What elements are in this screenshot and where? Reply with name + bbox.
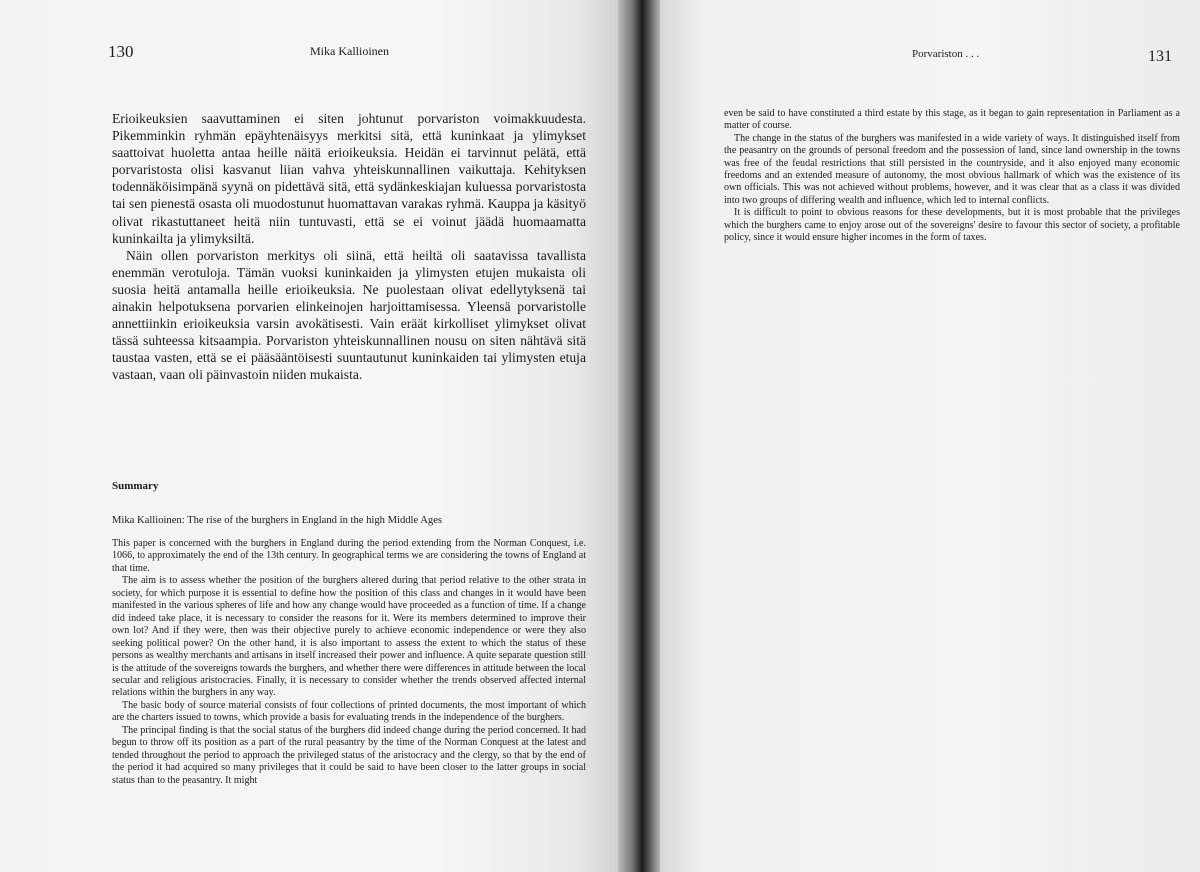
running-head-right: Porvariston . . .	[912, 48, 980, 60]
summary-paragraph: It is difficult to point to obvious reasons for these developments, but it is most probable that the privileges which the burghers came to enjoy arose out of the sovereigns' desire to favour this sector of society, a profitable policy, since it would ensure higher incomes in the form of taxes.	[724, 207, 1180, 244]
summary-paragraph: The aim is to assess whether the position of the burghers altered during that period relative to the other strata in society, for which purpose it is essential to define how the position of this class and changes in it would have been manifested in the various spheres of life and how any change would have proceeded as a function of time. If a change did indeed take place, it is necessary to consider the reasons for it. Were its members determined to improve their own lot? And if they were, then was their objective purely to achieve economic independence or were they also seeking political power? On the other hand, it is also important to assess the extent to which the status of these persons as wealthy merchants and artisans in itself increased their power and influence. A quite separate question still is the attitude of the sovereigns towards the burghers, and whether there were differences in attitude between the local secular and religious aristocracies. Finally, it is necessary to consider whether the trends observed affected internal relations within the burghers in any way.	[112, 575, 586, 699]
body-paragraph: Erioikeuksien saavuttaminen ei siten johtunut porvariston voimakkuudesta. Pikemminkin ryhmän epäyhtenäisyys merkitsi sitä, että kuninkaat ja ylimykset saattoivat huoletta antaa heille näitä erioikeuksia. Heidän ei tarvinnut pelätä, että porvaristosta olisi kasvanut liian vahva yhteiskunnallinen vaikuttaja. Kehityksen todennäköisimpänä syynä on pidettävä sitä, että sydänkeskiajan kuluessa porvaristosta tai sen pienestä osasta oli muodostunut huomattavan varakas ryhmä. Kauppa ja käsityö olivat rikastuttaneet heitä niin tuntuvasti, että se ei voinut jäädä huomaamatta kuninkailta ja ylimyksiltä.	[112, 111, 586, 246]
right-page	[660, 0, 1200, 872]
summary-paragraph: even be said to have constituted a third estate by this stage, as it began to gain representation in Parliament as a matter of course.	[724, 108, 1180, 132]
summary-paragraph: The principal finding is that the social status of the burghers did indeed change during the period concerned. It had begun to throw off its position as a part of the rural peasantry by the time of the Norman Conquest at the latest and tended throughout the period to approach the privileged status of the aristocracy and the clergy, so that by the end of the period it had acquired so many privileges that it could be said to have been closer to the latter groups in social status than to the peasantry. It might	[112, 724, 586, 786]
finnish-body-text	[112, 110, 586, 384]
book-gutter-shadow	[618, 0, 662, 872]
summary-body-text	[112, 538, 586, 787]
summary-title: Mika Kallioinen: The rise of the burghers in England in the high Middle Ages	[112, 515, 443, 526]
page-number-right: 131	[1148, 48, 1172, 65]
bleed-through-left	[112, 432, 582, 450]
bleed-through-right	[716, 268, 1186, 286]
body-paragraph: Näin ollen porvariston merkitys oli siinä, että heiltä oli saatavissa tavallista enemmän verotuloja. Tämän vuoksi kuninkaiden ja ylimysten etujen mukaista oli suosia heitä antamalla heille erioikeuksia. Ne puolestaan olivat edellytyksenä tai ainakin helpotuksena porvarien elinkeinojen harjoittamisessa. Yleensä porvaristolle annettiinkin erioikeuksia varsin avokätisesti. Vain eräät kirkolliset ylimykset olivat tässä suhteessa kitsaampia. Porvariston yhteiskunnallinen nousu on siten nähtävä sitä taustaa vasten, että se ei pääsääntöisesti suuntautunut kuninkaiden tai ylimysten etuja vastaan, vaan oli päinvastoin niiden mukaista.	[112, 247, 586, 383]
summary-heading: Summary	[112, 480, 159, 492]
summary-continued-text	[724, 108, 1180, 244]
summary-paragraph: The basic body of source material consists of four collections of printed documents, the most important of which are the charters issued to towns, which provide a basis for evaluating trends in the independence of the burghers.	[112, 699, 586, 724]
summary-paragraph: This paper is concerned with the burghers in England during the period extending from the Norman Conquest, i.e. 1066, to approximately the end of the 13th century. In geographical terms we are considering the towns of England at that time.	[112, 538, 586, 574]
page-number-left: 130	[108, 42, 134, 61]
bleed-through-footnotes	[716, 732, 1186, 743]
running-head-left: Mika Kallioinen	[310, 44, 389, 58]
summary-paragraph: The change in the status of the burghers was manifested in a wide variety of ways. It distinguished itself from the peasantry on the grounds of personal freedom and the possession of land, since land ownership in the towns was free of the feudal restrictions that still persisted in the countryside, and it also enjoyed many economic freedoms and an extended measure of autonomy, the most obvious hallmark of which was the existence of its own officials. This was not achieved without problems, however, and it was clear that as a class it was divided into two groups of differing wealth and influence, which led to internal conflicts.	[724, 132, 1180, 206]
